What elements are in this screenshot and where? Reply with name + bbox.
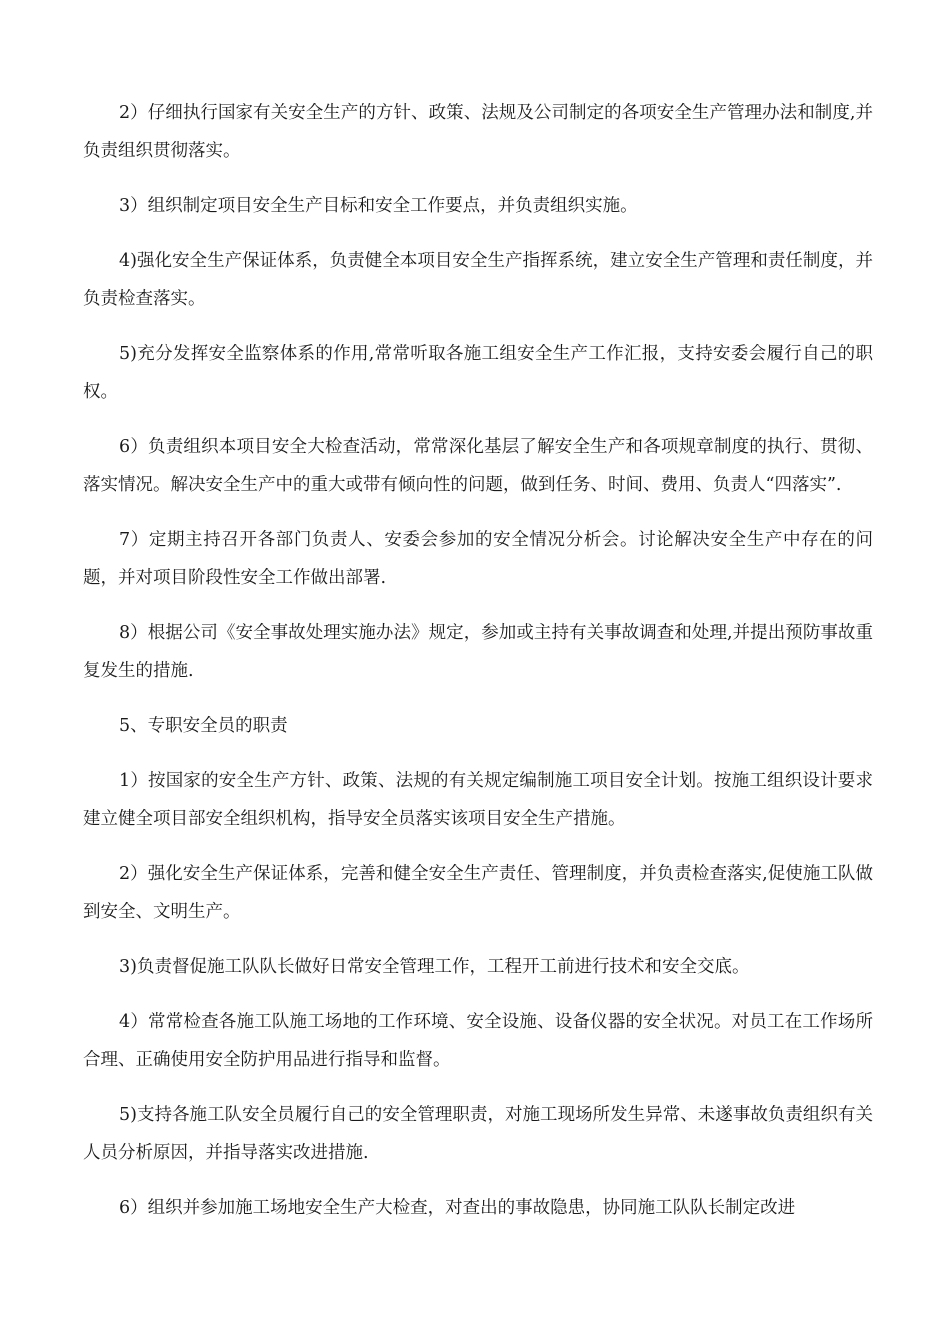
officer-duty-4: 4）常常检查各施工队施工场地的工作环境、安全设施、设备仪器的安全状况。对员工在工作场所合理、正确使用安全防护用品进行指导和监督。 bbox=[83, 1012, 873, 1070]
paragraph-item-6: 6）负责组织本项目安全大检查活动，常常深化基层了解安全生产和各项规章制度的执行、贯彻、落实情况。解决安全生产中的重大或带有倾向性的问题，做到任务、时间、费用、负责人“四落实”. bbox=[83, 437, 873, 495]
paragraph-item-8: 8）根据公司《安全事故处理实施办法》规定，参加或主持有关事故调查和处理,并提出预防事故重复发生的措施. bbox=[83, 623, 873, 681]
officer-duty-5: 5)支持各施工队安全员履行自己的安全管理职责，对施工现场所发生异常、未遂事故负责组织有关人员分析原因，并指导落实改进措施. bbox=[83, 1105, 873, 1163]
paragraph-item-5: 5)充分发挥安全监察体系的作用,常常听取各施工组安全生产工作汇报，支持安委会履行自己的职权。 bbox=[83, 344, 873, 402]
officer-duty-2: 2）强化安全生产保证体系，完善和健全安全生产责任、管理制度，并负责检查落实,促使施工队做到安全、文明生产。 bbox=[83, 864, 873, 922]
paragraph-item-4: 4)强化安全生产保证体系，负责健全本项目安全生产指挥系统，建立安全生产管理和责任制度，并负责检查落实。 bbox=[83, 251, 873, 309]
paragraph-item-3: 3）组织制定项目安全生产目标和安全工作要点，并负责组织实施。 bbox=[119, 196, 638, 216]
officer-duty-3: 3)负责督促施工队队长做好日常安全管理工作，工程开工前进行技术和安全交底。 bbox=[119, 957, 750, 977]
officer-duty-1: 1）按国家的安全生产方针、政策、法规的有关规定编制施工项目安全计划。按施工组织设计要求建立健全项目部安全组织机构，指导安全员落实该项目安全生产措施。 bbox=[83, 771, 873, 829]
document-body bbox=[83, 94, 873, 1244]
section-heading-safety-officer: 5、专职安全员的职责 bbox=[119, 716, 288, 736]
paragraph-item-7: 7）定期主持召开各部门负责人、安委会参加的安全情况分析会。讨论解决安全生产中存在的问题，并对项目阶段性安全工作做出部署. bbox=[83, 530, 873, 588]
paragraph-item-2: 2）仔细执行国家有关安全生产的方针、政策、法规及公司制定的各项安全生产管理办法和制度,并负责组织贯彻落实。 bbox=[83, 103, 873, 161]
officer-duty-6: 6）组织并参加施工场地安全生产大检查，对查出的事故隐患，协同施工队队长制定改进 bbox=[119, 1198, 796, 1218]
